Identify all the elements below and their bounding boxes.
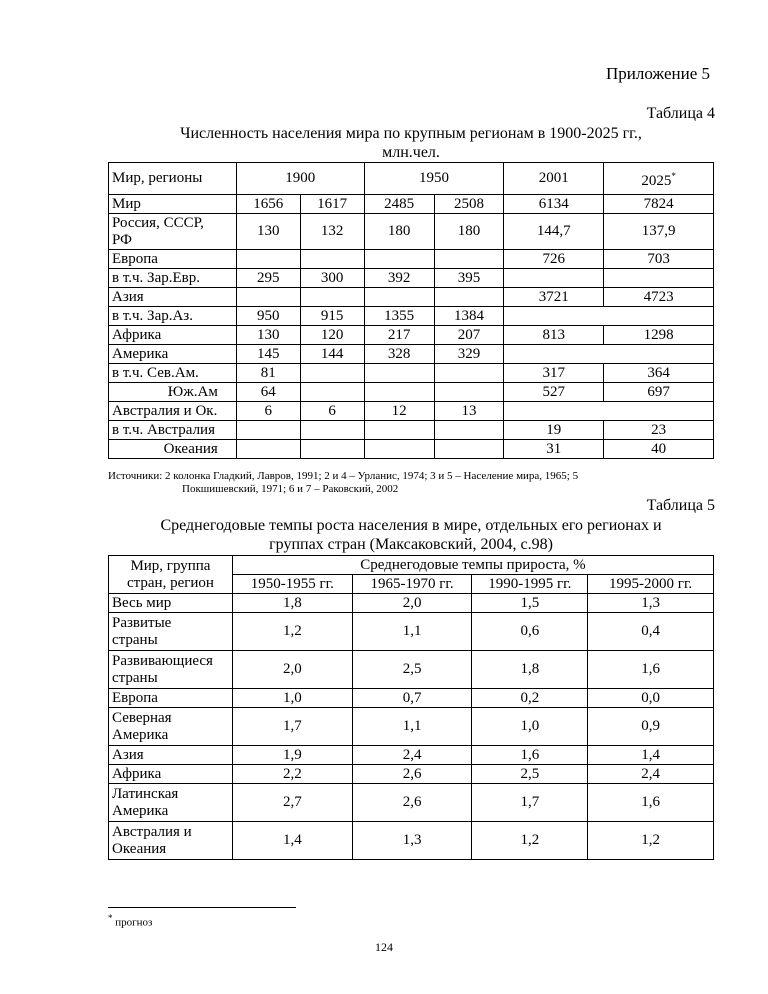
value-cell: [300, 440, 364, 459]
value-cell: 6: [236, 402, 300, 421]
table-row: [109, 784, 714, 822]
page-number: 124: [375, 940, 393, 954]
value-cell: 1,2: [472, 822, 588, 860]
footnote: * прогноз: [108, 913, 153, 929]
value-cell: 703: [604, 250, 714, 269]
value-cell: [434, 421, 504, 440]
value-cell: 2,0: [352, 594, 472, 613]
region-line: Россия, СССР,: [112, 214, 204, 231]
value-cell: 1,4: [588, 746, 714, 765]
region-line: Америка: [112, 726, 169, 743]
value-cell: 364: [604, 364, 714, 383]
region-cell: [109, 613, 233, 651]
header-2001: 2001: [504, 163, 604, 195]
value-cell: 207: [434, 326, 504, 345]
region-line: Океания: [112, 840, 167, 857]
region-line: Северная: [112, 709, 172, 726]
header-group: Мир, группа стран, регион: [109, 556, 233, 594]
value-cell: [300, 421, 364, 440]
value-cell: [364, 364, 434, 383]
region-line: РФ: [112, 231, 132, 248]
value-cell: [300, 383, 364, 402]
table-row: [109, 307, 714, 326]
value-cell: 0,0: [588, 689, 714, 708]
value-cell: 3721: [504, 288, 604, 307]
value-cell: 1,2: [588, 822, 714, 860]
population-table: [108, 162, 714, 459]
value-cell: 217: [364, 326, 434, 345]
header-2025: 2025*: [604, 163, 714, 195]
region-cell: Океания: [109, 440, 237, 459]
table-row: [109, 765, 714, 784]
value-cell: 300: [300, 269, 364, 288]
value-cell: [364, 440, 434, 459]
table-row: [109, 195, 714, 214]
table-row: [109, 708, 714, 746]
table-row: [109, 440, 714, 459]
value-cell: [300, 288, 364, 307]
value-cell: 1,3: [588, 594, 714, 613]
value-cell: 1,4: [232, 822, 352, 860]
value-cell: 137,9: [604, 214, 714, 250]
region-cell: Юж.Ам: [109, 383, 237, 402]
value-cell: 0,7: [352, 689, 472, 708]
value-cell: 144,7: [504, 214, 604, 250]
value-cell: [504, 269, 604, 288]
value-cell: 1,9: [232, 746, 352, 765]
region-line: страны: [112, 669, 158, 686]
table4-title: Численность населения мира по крупным регионам в 1900-2025 гг., млн.чел.: [180, 125, 642, 161]
value-cell: 4723: [604, 288, 714, 307]
value-cell: [364, 288, 434, 307]
value-cell: 130: [236, 214, 300, 250]
value-cell: [300, 364, 364, 383]
value-cell: 0,2: [472, 689, 588, 708]
table-row: [109, 421, 714, 440]
value-cell: 6134: [504, 195, 604, 214]
region-cell: Мир: [109, 195, 237, 214]
value-cell: 726: [504, 250, 604, 269]
value-cell: 0,6: [472, 613, 588, 651]
value-cell: 1617: [300, 195, 364, 214]
header-period-2: 1965-1970 гг.: [352, 575, 472, 594]
value-cell: 1384: [434, 307, 504, 326]
region-line: Азия: [112, 746, 144, 763]
value-cell: 317: [504, 364, 604, 383]
value-cell: 1656: [236, 195, 300, 214]
value-cell: 697: [604, 383, 714, 402]
value-cell: 1,3: [352, 822, 472, 860]
table-row: [109, 689, 714, 708]
value-cell: 180: [364, 214, 434, 250]
region-cell: в т.ч. Зар.Аз.: [109, 307, 237, 326]
region-line: Америка: [112, 802, 169, 819]
value-cell: 2,0: [232, 651, 352, 689]
region-line: Развивающиеся: [112, 652, 213, 669]
region-cell: Азия: [109, 288, 237, 307]
value-cell: 2485: [364, 195, 434, 214]
value-cell: 1,1: [352, 708, 472, 746]
region-cell: [109, 822, 233, 860]
region-line: Весь мир: [112, 594, 172, 611]
value-cell: [604, 269, 714, 288]
region-line: Европа: [112, 689, 158, 706]
value-cell: [434, 250, 504, 269]
value-cell: 1,6: [588, 651, 714, 689]
value-cell: [434, 288, 504, 307]
region-cell: Австралия и Ок.: [109, 402, 237, 421]
value-cell: [364, 250, 434, 269]
table-row: [109, 822, 714, 860]
region-cell: [109, 594, 233, 613]
header-rates: Среднегодовые темпы прироста, %: [232, 556, 713, 575]
region-cell: Америка: [109, 345, 237, 364]
table-row: [109, 364, 714, 383]
region-cell: [109, 214, 237, 250]
value-cell: 395: [434, 269, 504, 288]
value-cell: [364, 421, 434, 440]
value-cell: [504, 345, 714, 364]
value-cell: 1355: [364, 307, 434, 326]
value-cell: 144: [300, 345, 364, 364]
region-cell: в т.ч. Зар.Евр.: [109, 269, 237, 288]
value-cell: 2508: [434, 195, 504, 214]
value-cell: 2,6: [352, 784, 472, 822]
region-line: страны: [112, 631, 158, 648]
value-cell: 950: [236, 307, 300, 326]
region-cell: в т.ч. Австралия: [109, 421, 237, 440]
value-cell: 295: [236, 269, 300, 288]
table-row: [109, 288, 714, 307]
region-line: Австралия и: [112, 823, 192, 840]
table-row: [109, 402, 714, 421]
table-row: [109, 326, 714, 345]
header-period-4: 1995-2000 гг.: [588, 575, 714, 594]
value-cell: 915: [300, 307, 364, 326]
table-row: [109, 613, 714, 651]
value-cell: [236, 440, 300, 459]
value-cell: 1298: [604, 326, 714, 345]
value-cell: 2,4: [588, 765, 714, 784]
value-cell: 813: [504, 326, 604, 345]
region-cell: Африка: [109, 326, 237, 345]
table4-sources: Источники: 2 колонка Гладкий, Лавров, 1991; 2 и 4 – Урланис, 1974; 3 и 5 – Население мира, 1965; 5 Покшишевский, 1971; 6 и 7 – Раковский, 2002: [108, 470, 579, 495]
value-cell: [504, 402, 714, 421]
value-cell: 1,7: [472, 784, 588, 822]
value-cell: 1,7: [232, 708, 352, 746]
footnote-divider: [108, 907, 296, 908]
value-cell: 2,6: [352, 765, 472, 784]
region-cell: [109, 651, 233, 689]
value-cell: [434, 440, 504, 459]
table4-label: Таблица 4: [646, 105, 715, 122]
value-cell: 180: [434, 214, 504, 250]
value-cell: [236, 288, 300, 307]
value-cell: [434, 364, 504, 383]
header-1900: 1900: [236, 163, 364, 195]
header-region: Мир, регионы: [109, 163, 237, 195]
table5-title: Среднегодовые темпы роста населения в мире, отдельных его регионах и группах стран (Максаковский, 2004, с.98): [160, 517, 662, 553]
value-cell: 328: [364, 345, 434, 364]
table-row: [109, 746, 714, 765]
table5-label: Таблица 5: [646, 497, 715, 514]
region-line: Развитые: [112, 614, 172, 631]
value-cell: [236, 421, 300, 440]
value-cell: 0,9: [588, 708, 714, 746]
value-cell: 120: [300, 326, 364, 345]
value-cell: 12: [364, 402, 434, 421]
value-cell: 130: [236, 326, 300, 345]
table-row: [109, 345, 714, 364]
value-cell: [504, 307, 714, 326]
value-cell: [236, 250, 300, 269]
value-cell: 2,5: [472, 765, 588, 784]
table-row: [109, 594, 714, 613]
value-cell: 23: [604, 421, 714, 440]
header-1950: 1950: [364, 163, 504, 195]
value-cell: 145: [236, 345, 300, 364]
value-cell: 31: [504, 440, 604, 459]
region-cell: [109, 765, 233, 784]
region-cell: Европа: [109, 250, 237, 269]
value-cell: 132: [300, 214, 364, 250]
region-cell: [109, 708, 233, 746]
table5-header-row: [109, 556, 714, 575]
value-cell: 81: [236, 364, 300, 383]
value-cell: 1,5: [472, 594, 588, 613]
table4-header-row: [109, 163, 714, 195]
table-row: [109, 269, 714, 288]
appendix-label: Приложение 5: [606, 64, 710, 83]
value-cell: 7824: [604, 195, 714, 214]
value-cell: 40: [604, 440, 714, 459]
value-cell: 19: [504, 421, 604, 440]
value-cell: 2,4: [352, 746, 472, 765]
value-cell: [434, 383, 504, 402]
value-cell: 1,8: [472, 651, 588, 689]
region-cell: [109, 746, 233, 765]
value-cell: 2,5: [352, 651, 472, 689]
value-cell: [364, 383, 434, 402]
value-cell: 2,7: [232, 784, 352, 822]
value-cell: 0,4: [588, 613, 714, 651]
header-period-3: 1990-1995 гг.: [472, 575, 588, 594]
value-cell: 392: [364, 269, 434, 288]
value-cell: 1,2: [232, 613, 352, 651]
value-cell: 1,0: [472, 708, 588, 746]
value-cell: 13: [434, 402, 504, 421]
table-row: [109, 383, 714, 402]
value-cell: 329: [434, 345, 504, 364]
region-cell: в т.ч. Сев.Ам.: [109, 364, 237, 383]
header-period-1: 1950-1955 гг.: [232, 575, 352, 594]
value-cell: 1,8: [232, 594, 352, 613]
value-cell: 64: [236, 383, 300, 402]
table-row: [109, 214, 714, 250]
region-line: Латинская: [112, 785, 179, 802]
region-line: Африка: [112, 765, 162, 782]
value-cell: 1,6: [588, 784, 714, 822]
value-cell: 1,0: [232, 689, 352, 708]
value-cell: [300, 250, 364, 269]
value-cell: 1,6: [472, 746, 588, 765]
region-cell: [109, 689, 233, 708]
growth-rate-table: [108, 555, 714, 860]
table-row: [109, 250, 714, 269]
region-cell: [109, 784, 233, 822]
value-cell: 1,1: [352, 613, 472, 651]
value-cell: 6: [300, 402, 364, 421]
value-cell: 527: [504, 383, 604, 402]
table-row: [109, 651, 714, 689]
value-cell: 2,2: [232, 765, 352, 784]
